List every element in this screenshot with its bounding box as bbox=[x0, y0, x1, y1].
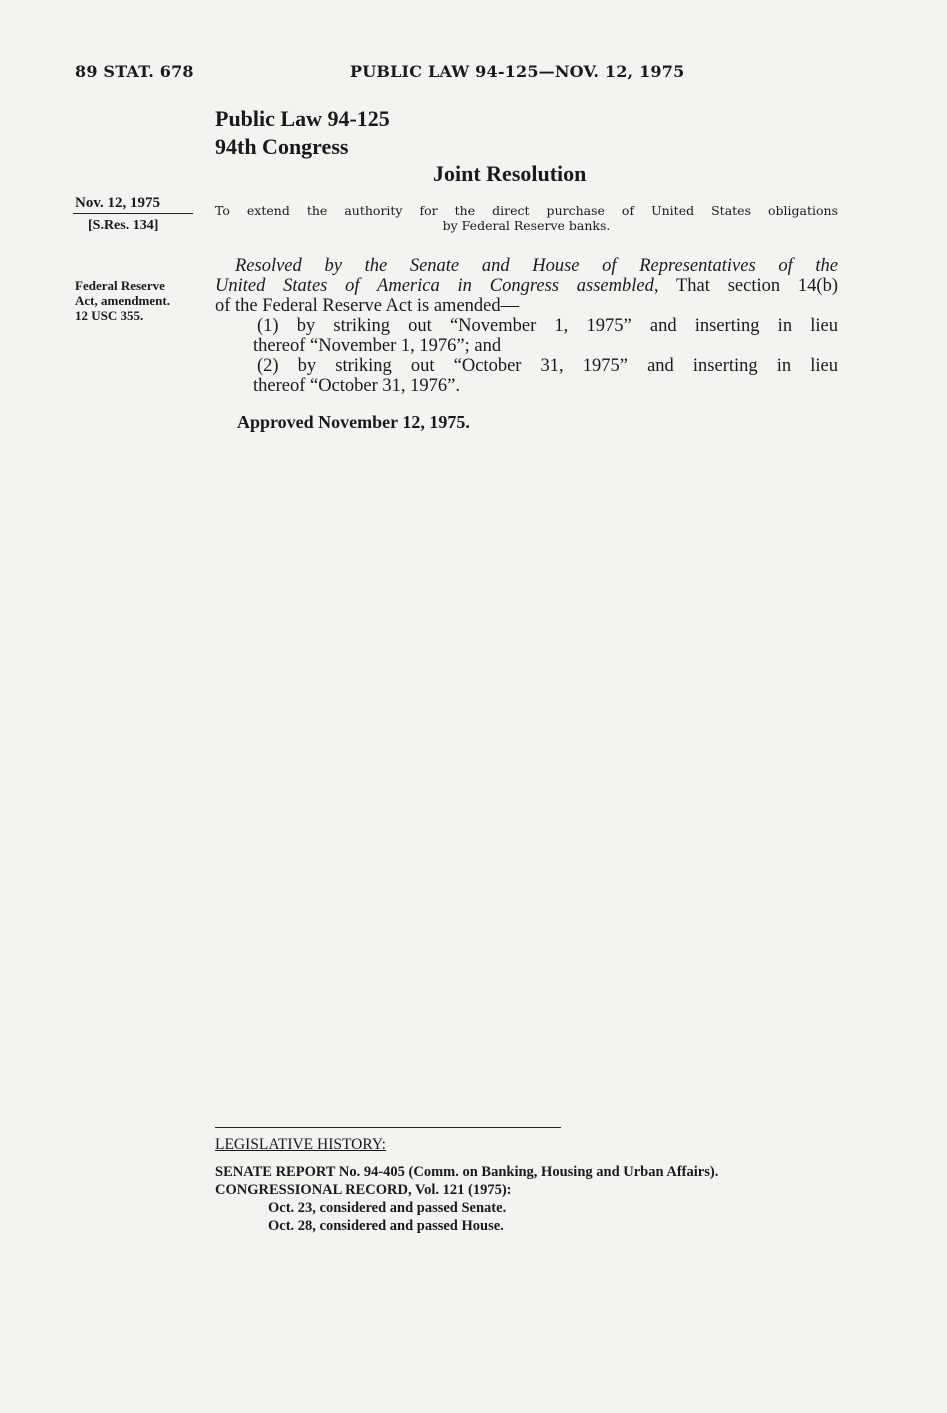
history-line: CONGRESSIONAL RECORD, Vol. 121 (1975): bbox=[215, 1182, 512, 1198]
running-title: PUBLIC LAW 94-125—NOV. 12, 1975 bbox=[350, 62, 685, 81]
purpose-line: To extend the authority for the direct purchase of United States obligations bbox=[215, 203, 838, 218]
document-type: Joint Resolution bbox=[433, 161, 587, 186]
history-rule bbox=[215, 1127, 561, 1128]
enacting-rest: That section 14(b) bbox=[658, 276, 838, 296]
purpose-line: by Federal Reserve banks. bbox=[442, 218, 611, 233]
margin-date: Nov. 12, 1975 bbox=[75, 195, 161, 211]
amendment-item-1-cont: thereof “November 1, 1976”; and bbox=[253, 336, 502, 356]
body-line: of the Federal Reserve Act is amended— bbox=[215, 296, 520, 316]
margin-divider bbox=[73, 213, 193, 214]
history-event: Oct. 23, considered and passed Senate. bbox=[268, 1200, 507, 1216]
amendment-item-2: (2) by striking out “October 31, 1975” and inserting in lieu bbox=[257, 356, 838, 376]
amendment-item-1: (1) by striking out “November 1, 1975” and inserting in lieu bbox=[257, 316, 838, 336]
approval-date: Approved November 12, 1975. bbox=[237, 412, 470, 432]
stat-page-number: 89 STAT. 678 bbox=[75, 62, 194, 81]
legislative-history-heading: LEGISLATIVE HISTORY: bbox=[215, 1136, 386, 1153]
history-event: Oct. 28, considered and passed House. bbox=[268, 1218, 504, 1234]
amendment-item-2-cont: thereof “October 31, 1976”. bbox=[253, 376, 461, 396]
congress-number: 94th Congress bbox=[215, 134, 349, 159]
law-number: Public Law 94-125 bbox=[215, 106, 390, 131]
margin-note bbox=[75, 278, 170, 323]
enacting-clause-line bbox=[215, 276, 838, 297]
margin-note-line: Federal Reserve bbox=[75, 278, 165, 293]
margin-note-line: 12 USC 355. bbox=[75, 308, 144, 323]
margin-bill-number: [S.Res. 134] bbox=[88, 218, 159, 233]
enacting-italic: United States of America in Congress assembled, bbox=[215, 276, 659, 296]
enacting-clause-line: Resolved by the Senate and House of Representatives of the bbox=[235, 256, 838, 276]
history-line: SENATE REPORT No. 94-405 (Comm. on Banking, Housing and Urban Affairs). bbox=[215, 1164, 719, 1180]
margin-note-line: Act, amendment. bbox=[75, 293, 170, 308]
